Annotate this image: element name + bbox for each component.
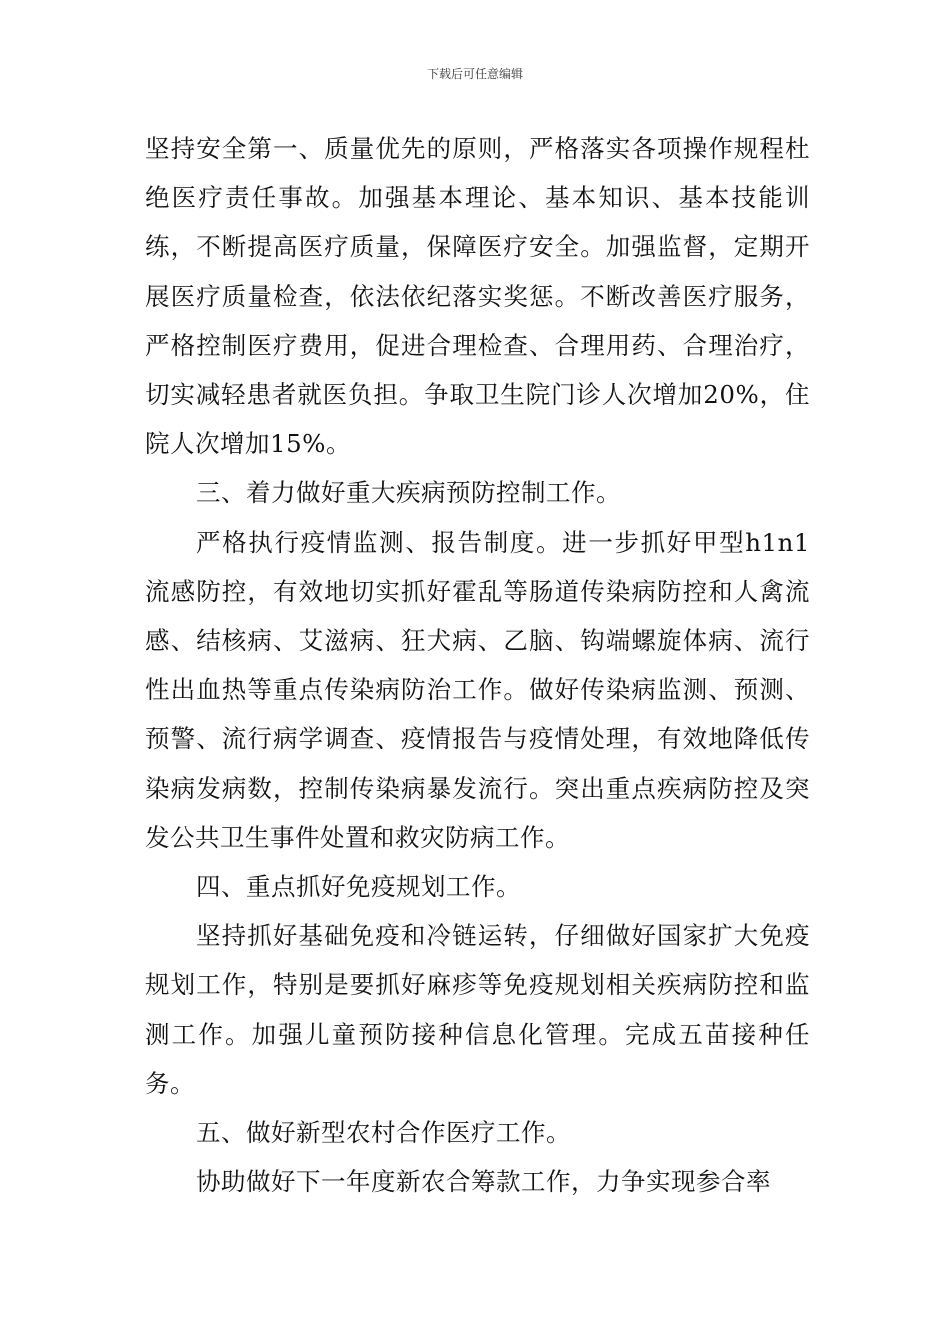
- paragraph-disease-control: 严格执行疫情监测、报告制度。进一步抓好甲型h1n1流感防控，有效地切实抓好霍乱等肠道传染病防控和人禽流感、结核病、艾滋病、狂犬病、乙脑、钩端螺旋体病、流行性出血热等重点传染病防治工作。做好传染病监测、预测、预警、流行病学调查、疫情报告与疫情处理，有效地降低传染病发病数，控制传染病暴发流行。突出重点疾病防控及突发公共卫生事件处置和救灾防病工作。: [145, 527, 810, 852]
- paragraph-immunization: 坚持抓好基础免疫和冷链运转，仔细做好国家扩大免疫规划工作，特别是要抓好麻疹等免疫规划相关疾病防控和监测工作。加强儿童预防接种信息化管理。完成五苗接种任务。: [145, 921, 810, 1098]
- section-heading-immunization: 四、重点抓好免疫规划工作。: [196, 872, 521, 902]
- page-header: 下载后可任意编辑: [426, 67, 523, 81]
- section-heading-disease-control: 三、着力做好重大疾病预防控制工作。: [196, 478, 621, 508]
- paragraph-rural-medical: 协助做好下一年度新农合筹款工作，力争实现参合率: [196, 1167, 771, 1197]
- document-body: [145, 124, 810, 1206]
- paragraph-quality-safety: 坚持安全第一、质量优先的原则，严格落实各项操作规程杜绝医疗责任事故。加强基本理论、基本知识、基本技能训练，不断提高医疗质量，保障医疗安全。加强监督，定期开展医疗质量检查，依法依纪落实奖惩。不断改善医疗服务，严格控制医疗费用，促进合理检查、合理用药、合理治疗，切实减轻患者就医负担。争取卫生院门诊人次增加20%，住院人次增加15%。: [145, 134, 810, 459]
- section-heading-rural-medical: 五、做好新型农村合作医疗工作。: [196, 1118, 571, 1148]
